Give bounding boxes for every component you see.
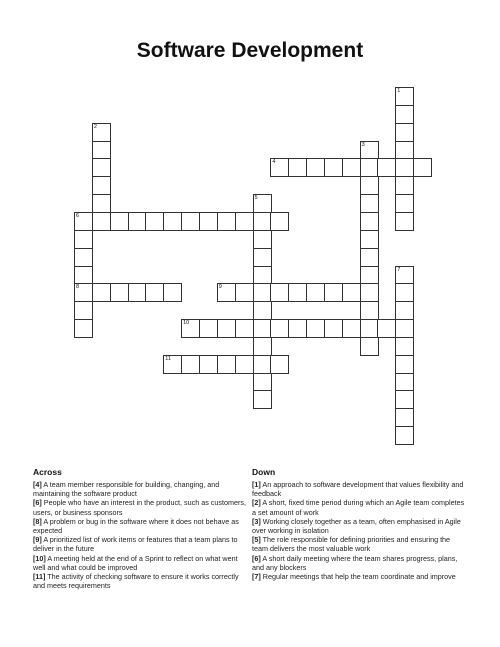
clue-down-2: [2] A short, fixed time period during which an Agile team completes a set amount of work	[252, 498, 465, 517]
clue-down-7: [7] Regular meetings that help the team coordinate and improve	[252, 572, 456, 582]
grid-cell[interactable]	[395, 319, 414, 338]
clue-number: 6	[76, 212, 80, 219]
clue-number: 7	[397, 266, 401, 273]
grid-cell[interactable]	[288, 283, 307, 302]
grid-cell[interactable]	[360, 301, 379, 320]
grid-cell[interactable]	[270, 355, 289, 374]
grid-cell[interactable]	[92, 212, 111, 231]
grid-cell[interactable]	[413, 158, 432, 177]
grid-cell[interactable]	[395, 212, 414, 231]
clue-down-1: [1] An approach to software development that values flexibility and feedback	[252, 480, 464, 499]
grid-cell[interactable]	[74, 319, 93, 338]
grid-cell[interactable]	[306, 319, 325, 338]
grid-cell[interactable]	[360, 337, 379, 356]
grid-cell[interactable]	[163, 212, 182, 231]
grid-cell[interactable]	[395, 283, 414, 302]
clue-across-9: [9] A prioritized list of work items or features that a team plans to deliver in the future	[33, 535, 238, 554]
grid-cell[interactable]	[288, 158, 307, 177]
grid-cell[interactable]	[395, 408, 414, 427]
grid-cell[interactable]	[253, 319, 272, 338]
grid-cell[interactable]	[395, 390, 414, 409]
grid-cell[interactable]	[217, 283, 236, 302]
clue-across-8: [8] A problem or bug in the software where it does not behave as expected	[33, 516, 239, 536]
grid-cell[interactable]	[395, 87, 414, 106]
grid-cell[interactable]	[235, 319, 254, 338]
grid-cell[interactable]	[306, 158, 325, 177]
grid-cell[interactable]	[324, 283, 343, 302]
grid-cell[interactable]	[145, 212, 164, 231]
grid-cell[interactable]	[217, 212, 236, 231]
clue-number: 10	[183, 320, 190, 327]
clue-number: 5	[254, 195, 258, 202]
grid-cell[interactable]	[74, 266, 93, 285]
grid-cell[interactable]	[395, 355, 414, 374]
grid-cell[interactable]	[395, 426, 414, 445]
grid-cell[interactable]	[360, 194, 379, 213]
grid-cell[interactable]	[360, 158, 379, 177]
grid-cell[interactable]	[360, 319, 379, 338]
grid-cell[interactable]	[360, 266, 379, 285]
grid-cell[interactable]	[74, 248, 93, 267]
grid-cell[interactable]	[253, 212, 272, 231]
grid-cell[interactable]	[235, 283, 254, 302]
clue-down-5: [5] The role responsible for defining priorities and ensuring the team delivers the most valuable work	[252, 535, 451, 554]
grid-cell[interactable]	[342, 158, 361, 177]
grid-cell[interactable]	[395, 105, 414, 124]
grid-cell[interactable]	[324, 319, 343, 338]
grid-cell[interactable]	[199, 212, 218, 231]
grid-cell[interactable]	[253, 230, 272, 249]
grid-cell[interactable]	[395, 141, 414, 160]
grid-cell[interactable]	[253, 355, 272, 374]
grid-cell[interactable]	[92, 141, 111, 160]
grid-cell[interactable]	[199, 355, 218, 374]
grid-cell[interactable]	[235, 355, 254, 374]
grid-cell[interactable]	[360, 283, 379, 302]
grid-cell[interactable]	[235, 212, 254, 231]
grid-cell[interactable]	[306, 283, 325, 302]
grid-cell[interactable]	[110, 283, 129, 302]
grid-cell[interactable]	[145, 283, 164, 302]
across-heading: Across	[33, 467, 62, 477]
grid-cell[interactable]	[360, 212, 379, 231]
grid-cell[interactable]	[395, 337, 414, 356]
grid-cell[interactable]	[342, 319, 361, 338]
grid-cell[interactable]	[92, 194, 111, 213]
grid-cell[interactable]	[270, 158, 289, 177]
grid-cell[interactable]	[395, 373, 414, 392]
grid-cell[interactable]	[163, 355, 182, 374]
clue-down-3: [3] Working closely together as a team, often emphasised in Agile over working in isolation	[252, 516, 461, 536]
grid-cell[interactable]	[181, 355, 200, 374]
clue-number: 9	[218, 284, 222, 291]
grid-cell[interactable]	[395, 176, 414, 195]
grid-cell[interactable]	[181, 319, 200, 338]
grid-cell[interactable]	[395, 158, 414, 177]
down-heading: Down	[252, 467, 276, 477]
grid-cell[interactable]	[360, 248, 379, 267]
grid-cell[interactable]	[92, 176, 111, 195]
clue-across-11: [11] The activity of checking software to ensure it works correctly and meets requirements	[33, 572, 239, 591]
clue-number: 1	[397, 88, 401, 94]
grid-cell[interactable]	[253, 248, 272, 267]
grid-cell[interactable]	[253, 373, 272, 392]
grid-cell[interactable]	[253, 283, 272, 302]
grid-cell[interactable]	[163, 283, 182, 302]
clue-across-10: [10] A meeting held at the end of a Sprint to reflect on what went well and what could be improved	[33, 553, 238, 572]
grid-cell[interactable]	[395, 123, 414, 142]
grid-cell[interactable]	[253, 194, 272, 213]
grid-cell[interactable]	[253, 266, 272, 285]
down-clues	[252, 466, 467, 581]
grid-cell[interactable]	[270, 283, 289, 302]
grid-cell[interactable]	[360, 176, 379, 195]
page-title: Software Development	[136, 39, 364, 62]
grid-cell[interactable]	[199, 319, 218, 338]
grid-cell[interactable]	[342, 283, 361, 302]
grid-cell[interactable]	[92, 158, 111, 177]
grid-cell[interactable]	[74, 301, 93, 320]
clue-number: 4	[272, 159, 276, 166]
grid-cell[interactable]	[395, 194, 414, 213]
clue-number: 8	[76, 284, 80, 291]
grid-cell[interactable]	[360, 141, 379, 160]
across-clues	[33, 466, 248, 590]
grid-cell[interactable]	[360, 230, 379, 249]
grid-cell[interactable]	[253, 390, 272, 409]
clue-across-6: [6] People who have an interest in the product, such as customers, users, or business sponsors	[33, 498, 246, 517]
grid-cell[interactable]	[181, 212, 200, 231]
clue-number: 11	[165, 355, 171, 362]
grid-cell[interactable]	[92, 123, 111, 142]
clue-number: 2	[93, 123, 97, 130]
grid-cell[interactable]	[74, 230, 93, 249]
grid-cell[interactable]	[324, 158, 343, 177]
grid-cell[interactable]	[128, 283, 147, 302]
grid-cell[interactable]	[377, 158, 396, 177]
grid-cell[interactable]	[110, 212, 129, 231]
grid-cell[interactable]	[270, 319, 289, 338]
grid-cell[interactable]	[395, 301, 414, 320]
grid-cell[interactable]	[270, 212, 289, 231]
clue-across-4: [4] A team member responsible for building, changing, and maintaining the software product	[33, 480, 220, 499]
grid-cell[interactable]	[395, 266, 414, 285]
clue-down-6: [6] A short daily meeting where the team shares progress, plans, and any blockers	[252, 553, 458, 572]
clue-number: 3	[361, 141, 365, 148]
grid-cell[interactable]	[74, 283, 93, 302]
grid-cell[interactable]	[217, 355, 236, 374]
grid-cell[interactable]	[92, 283, 111, 302]
grid-cell[interactable]	[253, 337, 272, 356]
grid-cell[interactable]	[217, 319, 236, 338]
grid-cell[interactable]	[128, 212, 147, 231]
grid-cell[interactable]	[288, 319, 307, 338]
grid-cell[interactable]	[253, 301, 272, 320]
grid-cell[interactable]	[74, 212, 93, 231]
grid-cell[interactable]	[377, 319, 396, 338]
